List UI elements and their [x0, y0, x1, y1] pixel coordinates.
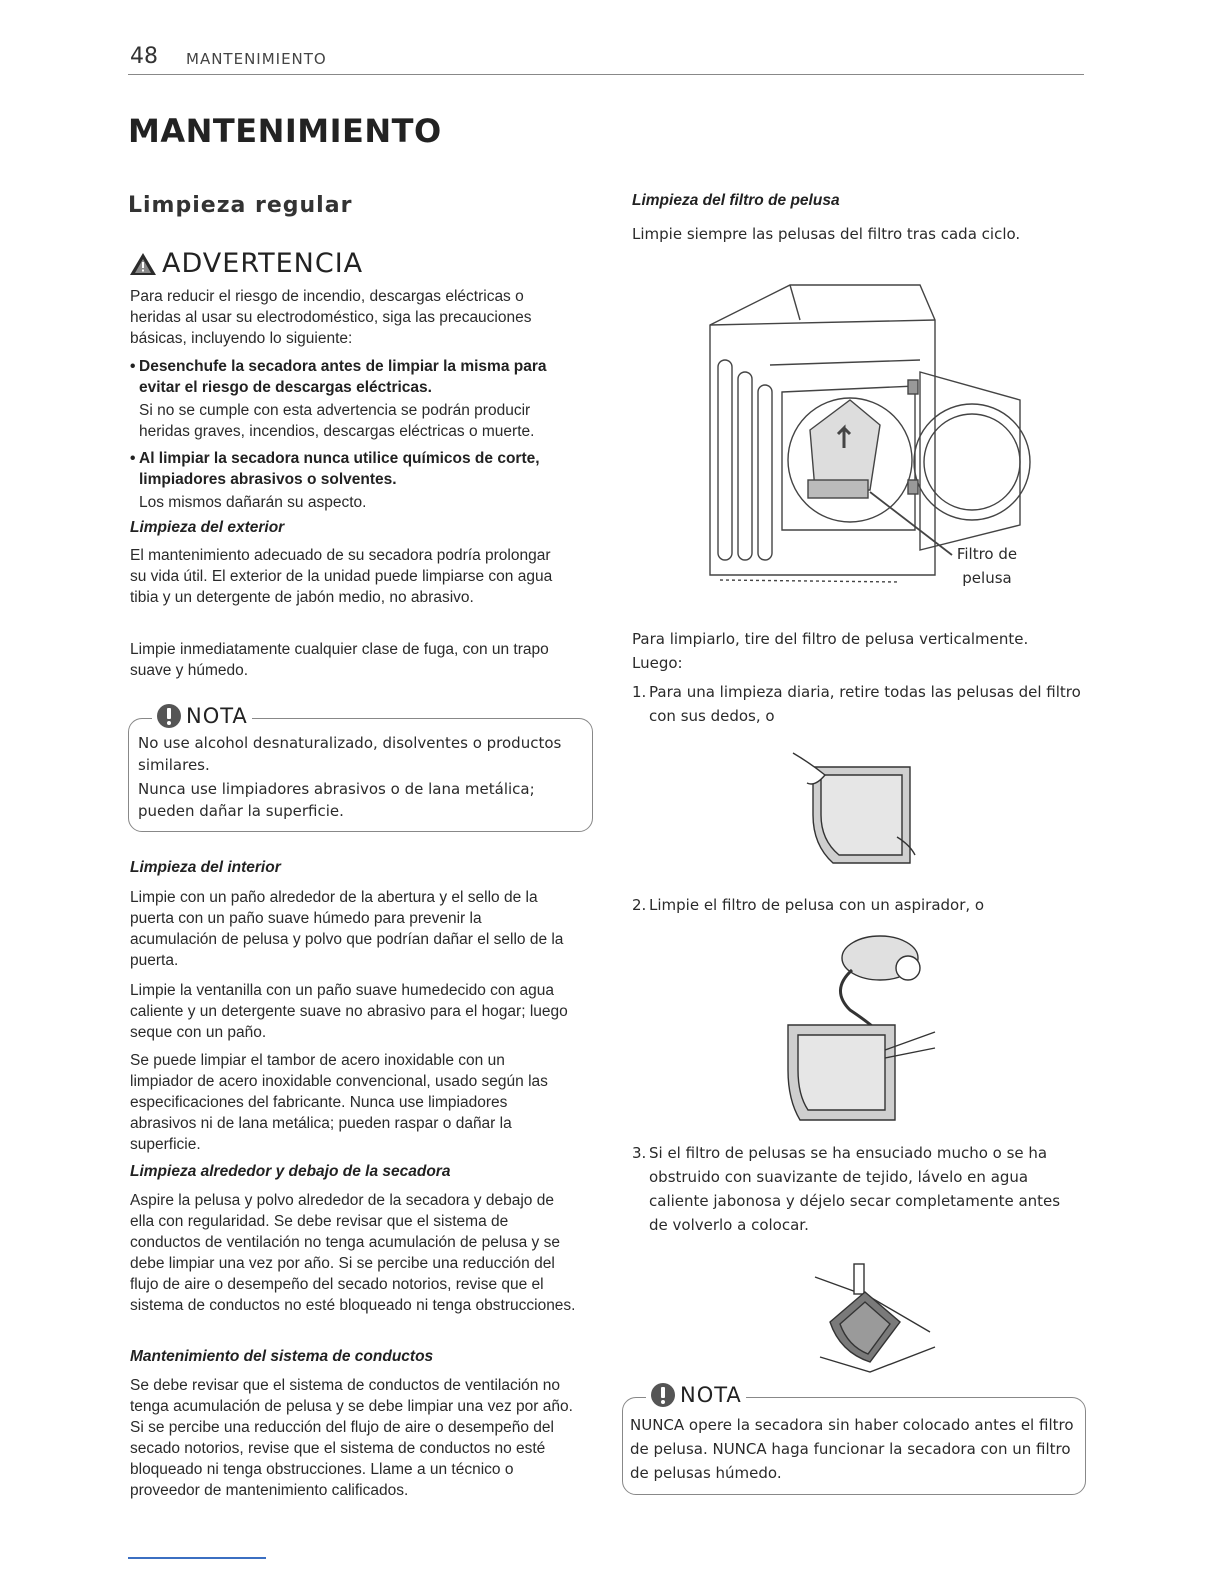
interior-heading: Limpieza del interior — [130, 859, 281, 876]
step-1: 1. Para una limpieza diaria, retire todas las pelusas del filtro con sus dedos, o — [632, 683, 1081, 725]
filter-heading: Limpieza del filtro de pelusa — [632, 192, 840, 209]
bullet-1-text: Si no se cumple con esta advertencia se podrán producir heridas graves, incendios, descargas eléctricas o muerte. — [139, 402, 535, 440]
bullet-2-text: Los mismos dañarán su aspecto. — [139, 494, 367, 511]
nota-exclamation-icon-right — [650, 1382, 676, 1408]
exterior-paragraph-1: El mantenimiento adecuado de su secadora podría prolongar su vida útil. El exterior de la unidad puede limpiarse con agua tibia y un detergente de jabón medio, no abrasivo. — [130, 547, 553, 606]
interior-paragraph-3: Se puede limpiar el tambor de acero inoxidable con un limpiador de acero inoxidable convencional, usado según las especificaciones del fabricante. Nunca use limpiadores abrasivos ni de lana metálica; pueden raspar o dañar la superficie. — [130, 1052, 548, 1153]
filter-intro: Limpie siempre las pelusas del filtro tras cada ciclo. — [632, 225, 1021, 243]
warning-bullet-2 — [130, 448, 580, 513]
duct-heading: Mantenimiento del sistema de conductos — [130, 1348, 434, 1365]
nota-exclamation-icon — [156, 703, 182, 729]
pull-instruction: Para limpiarlo, tire del filtro de pelusa verticalmente. Luego: — [632, 630, 1029, 672]
header-rule — [128, 74, 1084, 75]
header-section: MANTENIMIENTO — [186, 50, 327, 68]
warning-intro: Para reducir el riesgo de incendio, descargas eléctricas o heridas al usar su electrodoméstico, siga las precauciones básicas, incluyendo lo siguiente: — [130, 288, 532, 347]
around-heading: Limpieza alrededor y debajo de la secadora — [130, 1163, 451, 1180]
nota-left-line2: Nunca use limpiadores abrasivos o de lana metálica; pueden dañar la superficie. — [138, 780, 535, 820]
interior-paragraph-1: Limpie con un paño alrededor de la abertura y el sello de la puerta con un paño suave húmedo para prevenir la acumulación de pelusa y polvo que podrían dañar el sello de la puerta. — [130, 889, 564, 969]
around-paragraph: Aspire la pelusa y polvo alrededor de la secadora y debajo de ella con regularidad. Se debe revisar que el sistema de conductos de ventilación no tenga acumulación de pelusa y se debe limpiar una vez por año. Si se percibe una reducción del flujo de aire o desempeño del secado notorios, revise que el sistema de conductos no esté bloqueado ni tenga obstrucciones. — [130, 1192, 576, 1314]
bullet-2-bold: • Al limpiar la secadora nunca utilice químicos de corte, limpiadores abrasivos o solventes. — [130, 450, 540, 488]
nota-label-left: NOTA — [152, 703, 252, 729]
section-subtitle: Limpieza regular — [128, 193, 353, 218]
warning-heading — [128, 248, 363, 279]
warning-triangle-icon — [128, 251, 158, 277]
nota-right-text: NUNCA opere la secadora sin haber colocado antes el filtro de pelusa. NUNCA haga funcionar la secadora con un filtro de pelusas húmedo. — [630, 1416, 1074, 1482]
step-3: 3. Si el filtro de pelusas se ha ensuciado mucho o se ha obstruido con suavizante de tejido, lávelo en agua caliente jabonosa y déjelo secar completamente antes de volverlo a colocar. — [632, 1144, 1061, 1234]
page-title: MANTENIMIENTO — [128, 112, 442, 150]
step-2: 2. Limpie el filtro de pelusa con un aspirador, o — [632, 896, 985, 914]
exterior-heading: Limpieza del exterior — [130, 519, 285, 536]
page-number: 48 — [130, 44, 158, 69]
warning-title: ADVERTENCIA — [162, 248, 364, 279]
warning-bullet-1 — [130, 356, 580, 442]
footer-rule — [128, 1557, 266, 1559]
interior-paragraph-2: Limpie la ventanilla con un paño suave humedecido con agua caliente y un detergente suave no abrasivo para el hogar; luego seque con un paño. — [130, 982, 568, 1041]
nota-label-right: NOTA — [646, 1382, 746, 1408]
filter-washing-illustration — [810, 1262, 940, 1377]
duct-paragraph: Se debe revisar que el sistema de conductos de ventilación no tenga acumulación de pelusa y se debe limpiar una vez por año. Si se percibe una reducción del flujo de aire o desempeño del secado notorios, revise que el sistema de conductos no esté bloqueado ni tenga obstrucciones. Llame a un técnico o proveedor de mantenimiento calificados. — [130, 1377, 573, 1499]
diagram-label: Filtro de pelusa — [956, 545, 1018, 587]
exterior-paragraph-2: Limpie inmediatamente cualquier clase de fuga, con un trapo suave y húmedo. — [130, 641, 549, 679]
filter-fingers-illustration — [785, 745, 920, 870]
nota-left-line1: No use alcohol desnaturalizado, disolventes o productos similares. — [138, 734, 562, 774]
filter-vacuum-illustration — [780, 930, 940, 1125]
bullet-1-bold: • Desenchufe la secadora antes de limpiar la misma para evitar el riesgo de descargas eléctricas. — [130, 358, 547, 396]
